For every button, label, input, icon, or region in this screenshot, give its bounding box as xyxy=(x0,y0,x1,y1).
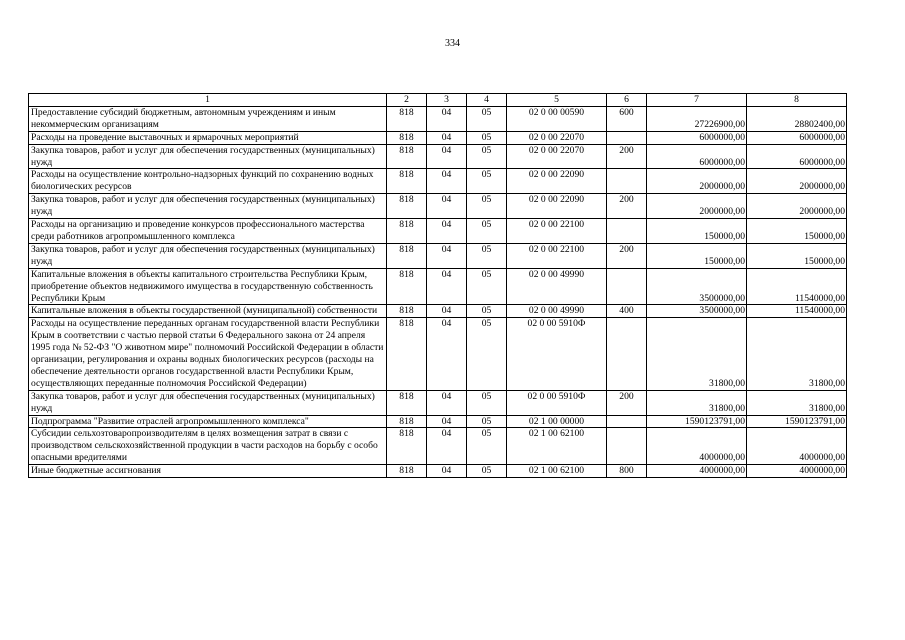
row-description: Расходы на проведение выставочных и ярмарочных мероприятий xyxy=(29,131,387,144)
row-amount-year-1: 3500000,00 xyxy=(647,305,747,318)
row-description: Подпрограмма "Развитие отраслей агропромышленного комплекса" xyxy=(29,415,387,428)
row-target-code: 02 0 00 22100 xyxy=(507,219,607,244)
row-amount-year-1: 2000000,00 xyxy=(647,194,747,219)
row-subsection-code: 05 xyxy=(467,131,507,144)
row-section-code: 04 xyxy=(427,305,467,318)
row-expense-type-code xyxy=(607,318,647,390)
row-admin-code: 818 xyxy=(387,106,427,131)
row-amount-year-2: 28802400,00 xyxy=(747,106,847,131)
row-description: Капитальные вложения в объекты капитального строительства Республики Крым, приобретение объектов недвижимого имущества в государственную собственность Республики Крым xyxy=(29,268,387,305)
table-row xyxy=(29,131,847,144)
row-section-code: 04 xyxy=(427,219,467,244)
row-amount-year-1: 31800,00 xyxy=(647,390,747,415)
row-subsection-code: 05 xyxy=(467,243,507,268)
row-amount-year-2: 2000000,00 xyxy=(747,169,847,194)
table-row xyxy=(29,268,847,305)
row-section-code: 04 xyxy=(427,318,467,390)
header-row xyxy=(29,94,847,107)
row-subsection-code: 05 xyxy=(467,169,507,194)
row-description: Расходы на осуществление переданных органам государственной власти Республики Крым в соответствии с частью первой статьи 6 Федерального закона от 24 апреля 1995 года № 52-ФЗ "О животном мире" полномочий Российской Федерации в области организации, регулирования и охраны водных биологических ресурсов (расходы на обеспечение деятельности органов государственной власти Республики Крым, осуществляющих переданные полномочия Российской Федерации) xyxy=(29,318,387,390)
row-amount-year-2: 31800,00 xyxy=(747,390,847,415)
row-target-code: 02 0 00 22090 xyxy=(507,169,607,194)
row-description: Расходы на организацию и проведение конкурсов профессионального мастерства среди работников агропромышленного комплекса xyxy=(29,219,387,244)
row-subsection-code: 05 xyxy=(467,415,507,428)
row-subsection-code: 05 xyxy=(467,428,507,465)
row-subsection-code: 05 xyxy=(467,268,507,305)
row-admin-code: 818 xyxy=(387,169,427,194)
row-admin-code: 818 xyxy=(387,268,427,305)
row-subsection-code: 05 xyxy=(467,144,507,169)
row-admin-code: 818 xyxy=(387,390,427,415)
column-header: 8 xyxy=(747,94,847,107)
row-expense-type-code xyxy=(607,169,647,194)
row-section-code: 04 xyxy=(427,194,467,219)
row-target-code: 02 0 00 22100 xyxy=(507,243,607,268)
row-expense-type-code: 200 xyxy=(607,390,647,415)
row-description: Закупка товаров, работ и услуг для обеспечения государственных (муниципальных) нужд xyxy=(29,144,387,169)
column-header: 6 xyxy=(607,94,647,107)
column-header: 4 xyxy=(467,94,507,107)
row-amount-year-1: 27226900,00 xyxy=(647,106,747,131)
row-amount-year-2: 4000000,00 xyxy=(747,428,847,465)
row-amount-year-1: 4000000,00 xyxy=(647,465,747,478)
row-description: Капитальные вложения в объекты государственной (муниципальной) собственности xyxy=(29,305,387,318)
table-row xyxy=(29,305,847,318)
row-description: Закупка товаров, работ и услуг для обеспечения государственных (муниципальных) нужд xyxy=(29,390,387,415)
row-section-code: 04 xyxy=(427,131,467,144)
row-target-code: 02 0 00 22090 xyxy=(507,194,607,219)
row-amount-year-2: 150000,00 xyxy=(747,219,847,244)
column-header: 1 xyxy=(29,94,387,107)
row-subsection-code: 05 xyxy=(467,219,507,244)
row-amount-year-1: 150000,00 xyxy=(647,219,747,244)
row-subsection-code: 05 xyxy=(467,390,507,415)
row-expense-type-code: 400 xyxy=(607,305,647,318)
row-target-code: 02 0 00 5910Ф xyxy=(507,390,607,415)
row-section-code: 04 xyxy=(427,390,467,415)
row-amount-year-2: 11540000,00 xyxy=(747,268,847,305)
row-amount-year-1: 31800,00 xyxy=(647,318,747,390)
row-description: Иные бюджетные ассигнования xyxy=(29,465,387,478)
row-admin-code: 818 xyxy=(387,243,427,268)
column-header: 7 xyxy=(647,94,747,107)
row-admin-code: 818 xyxy=(387,131,427,144)
row-target-code: 02 1 00 00000 xyxy=(507,415,607,428)
row-amount-year-2: 6000000,00 xyxy=(747,144,847,169)
row-amount-year-2: 31800,00 xyxy=(747,318,847,390)
row-description: Предоставление субсидий бюджетным, автономным учреждениям и иным некоммерческим организациям xyxy=(29,106,387,131)
row-expense-type-code xyxy=(607,219,647,244)
row-subsection-code: 05 xyxy=(467,106,507,131)
row-amount-year-2: 11540000,00 xyxy=(747,305,847,318)
row-amount-year-1: 4000000,00 xyxy=(647,428,747,465)
table-row xyxy=(29,106,847,131)
row-target-code: 02 1 00 62100 xyxy=(507,465,607,478)
row-section-code: 04 xyxy=(427,415,467,428)
row-section-code: 04 xyxy=(427,465,467,478)
table-row xyxy=(29,194,847,219)
column-header: 5 xyxy=(507,94,607,107)
row-amount-year-2: 2000000,00 xyxy=(747,194,847,219)
column-header: 3 xyxy=(427,94,467,107)
row-expense-type-code xyxy=(607,428,647,465)
row-amount-year-2: 1590123791,00 xyxy=(747,415,847,428)
row-expense-type-code: 800 xyxy=(607,465,647,478)
row-description: Расходы на осуществление контрольно-надзорных функций по сохранению водных биологических ресурсов xyxy=(29,169,387,194)
row-admin-code: 818 xyxy=(387,465,427,478)
row-target-code: 02 1 00 62100 xyxy=(507,428,607,465)
row-section-code: 04 xyxy=(427,428,467,465)
row-admin-code: 818 xyxy=(387,318,427,390)
row-subsection-code: 05 xyxy=(467,305,507,318)
table-row xyxy=(29,169,847,194)
row-expense-type-code xyxy=(607,131,647,144)
row-subsection-code: 05 xyxy=(467,194,507,219)
page-number: 334 xyxy=(445,38,460,49)
row-admin-code: 818 xyxy=(387,144,427,169)
row-subsection-code: 05 xyxy=(467,318,507,390)
row-target-code: 02 0 00 22070 xyxy=(507,131,607,144)
row-amount-year-1: 1590123791,00 xyxy=(647,415,747,428)
row-admin-code: 818 xyxy=(387,305,427,318)
row-expense-type-code xyxy=(607,268,647,305)
row-target-code: 02 0 00 22070 xyxy=(507,144,607,169)
row-expense-type-code: 200 xyxy=(607,243,647,268)
row-amount-year-1: 6000000,00 xyxy=(647,144,747,169)
row-admin-code: 818 xyxy=(387,194,427,219)
table-row xyxy=(29,465,847,478)
row-amount-year-1: 6000000,00 xyxy=(647,131,747,144)
table-row xyxy=(29,428,847,465)
row-expense-type-code: 600 xyxy=(607,106,647,131)
row-section-code: 04 xyxy=(427,169,467,194)
row-section-code: 04 xyxy=(427,106,467,131)
row-expense-type-code xyxy=(607,415,647,428)
row-section-code: 04 xyxy=(427,144,467,169)
row-amount-year-2: 150000,00 xyxy=(747,243,847,268)
row-amount-year-1: 150000,00 xyxy=(647,243,747,268)
row-target-code: 02 0 00 00590 xyxy=(507,106,607,131)
row-admin-code: 818 xyxy=(387,415,427,428)
row-admin-code: 818 xyxy=(387,428,427,465)
row-section-code: 04 xyxy=(427,243,467,268)
table-row xyxy=(29,318,847,390)
row-description: Закупка товаров, работ и услуг для обеспечения государственных (муниципальных) нужд xyxy=(29,194,387,219)
table-row xyxy=(29,243,847,268)
row-subsection-code: 05 xyxy=(467,465,507,478)
budget-table xyxy=(28,93,847,478)
row-amount-year-2: 6000000,00 xyxy=(747,131,847,144)
row-amount-year-2: 4000000,00 xyxy=(747,465,847,478)
row-expense-type-code: 200 xyxy=(607,194,647,219)
row-section-code: 04 xyxy=(427,268,467,305)
table-row xyxy=(29,415,847,428)
table-row xyxy=(29,219,847,244)
row-amount-year-1: 3500000,00 xyxy=(647,268,747,305)
row-admin-code: 818 xyxy=(387,219,427,244)
row-target-code: 02 0 00 49990 xyxy=(507,305,607,318)
row-target-code: 02 0 00 5910Ф xyxy=(507,318,607,390)
row-expense-type-code: 200 xyxy=(607,144,647,169)
table-row xyxy=(29,390,847,415)
column-header: 2 xyxy=(387,94,427,107)
table-row xyxy=(29,144,847,169)
row-description: Субсидии сельхозтоваропроизводителям в целях возмещения затрат в связи с производством сельскохозяйственной продукции в части расходов на борьбу с особо опасными вредителями xyxy=(29,428,387,465)
row-target-code: 02 0 00 49990 xyxy=(507,268,607,305)
row-description: Закупка товаров, работ и услуг для обеспечения государственных (муниципальных) нужд xyxy=(29,243,387,268)
row-amount-year-1: 2000000,00 xyxy=(647,169,747,194)
